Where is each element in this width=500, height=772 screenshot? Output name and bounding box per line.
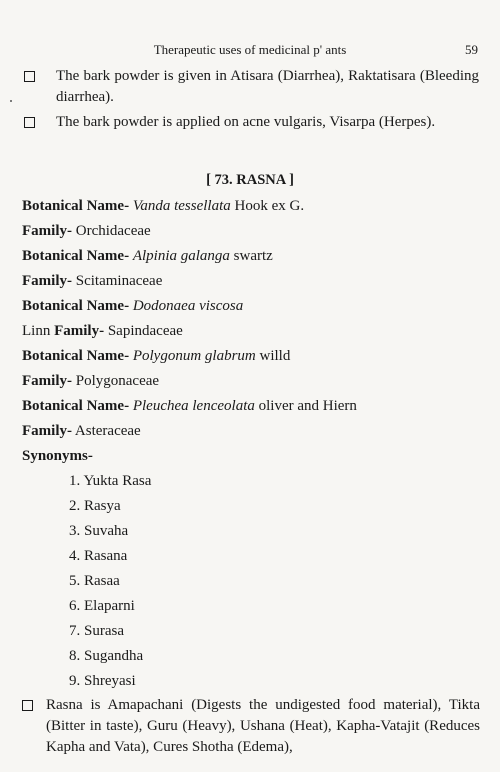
bullet-text: Rasna is Amapachani (Digests the undigested food material), Tikta (Bitter in taste), Guru (Heavy), Ushana (Heat), Kapha-Vatajit (Reduces Kapha and Vata), Cures Shotha (Edema), — [46, 697, 480, 755]
scientific-name: Pleuchea lenceolata — [132, 398, 255, 414]
bullet-text: The bark powder is applied on acne vulgaris, Visarpa (Herpes). — [56, 114, 436, 130]
botanical-name-line — [22, 396, 357, 416]
family-line — [22, 321, 183, 341]
checkbox-bullet-icon — [22, 700, 33, 711]
family-label: Family- — [54, 323, 105, 339]
synonym-item: 7. Surasa — [69, 623, 124, 639]
authority: willd — [255, 348, 291, 364]
authority: oliver and Hiern — [254, 398, 357, 414]
section-heading: [ 73. RASNA ] — [206, 172, 294, 188]
botanical-name-line — [22, 246, 273, 266]
botanical-label: Botanical Name- — [22, 248, 130, 264]
synonym-item: 3. Suvaha — [69, 523, 129, 539]
family-name: Polygonaceae — [72, 373, 160, 389]
botanical-label: Botanical Name- — [22, 198, 130, 214]
family-name: Asteraceae — [72, 423, 141, 439]
bullet-item — [22, 695, 480, 758]
authority-prefix: Linn — [22, 323, 55, 339]
checkbox-bullet-icon — [24, 71, 35, 82]
family-label: Family- — [22, 373, 72, 389]
checkbox-bullet-icon — [24, 117, 35, 128]
running-title: Therapeutic uses of medicinal p' ants — [153, 42, 347, 57]
synonym-item: 1. Yukta Rasa — [69, 473, 152, 489]
family-name: Orchidaceae — [72, 223, 151, 239]
family-line — [22, 421, 141, 441]
running-header — [0, 42, 500, 58]
bullet-item — [24, 66, 479, 108]
scientific-name: Polygonum glabrum — [132, 348, 256, 364]
scientific-name: Alpinia galanga — [132, 248, 230, 264]
family-name: Scitaminaceae — [72, 273, 163, 289]
speck-mark — [10, 100, 12, 102]
synonym-item: 4. Rasana — [69, 548, 128, 564]
synonym-item: 2. Rasya — [69, 498, 121, 514]
page-number: 59 — [465, 42, 478, 57]
botanical-name-line — [22, 296, 243, 316]
botanical-label: Botanical Name- — [22, 348, 130, 364]
synonym-item: 5. Rasaa — [69, 573, 120, 589]
family-line — [22, 271, 162, 291]
synonym-item: 8. Sugandha — [69, 648, 144, 664]
family-name: Sapindaceae — [104, 323, 183, 339]
synonym-item: 9. Shreyasi — [69, 673, 136, 689]
botanical-label: Botanical Name- — [22, 398, 130, 414]
bullet-text: The bark powder is given in Atisara (Diarrhea), Raktatisara (Bleeding diarrhea). — [56, 68, 479, 105]
authority: Hook ex G. — [230, 198, 305, 214]
botanical-label: Botanical Name- — [22, 298, 130, 314]
family-line — [22, 221, 151, 241]
family-label: Family- — [22, 423, 72, 439]
family-label: Family- — [22, 223, 72, 239]
botanical-name-line — [22, 346, 290, 366]
family-line — [22, 371, 159, 391]
synonym-item: 6. Elaparni — [69, 598, 135, 614]
scientific-name: Dodonaea viscosa — [132, 298, 244, 314]
scientific-name: Vanda tessellata — [132, 198, 231, 214]
family-label: Family- — [22, 273, 72, 289]
authority: swartz — [229, 248, 273, 264]
bullet-item — [24, 112, 479, 133]
synonyms-heading: Synonyms- — [22, 448, 93, 464]
botanical-name-line — [22, 196, 304, 216]
